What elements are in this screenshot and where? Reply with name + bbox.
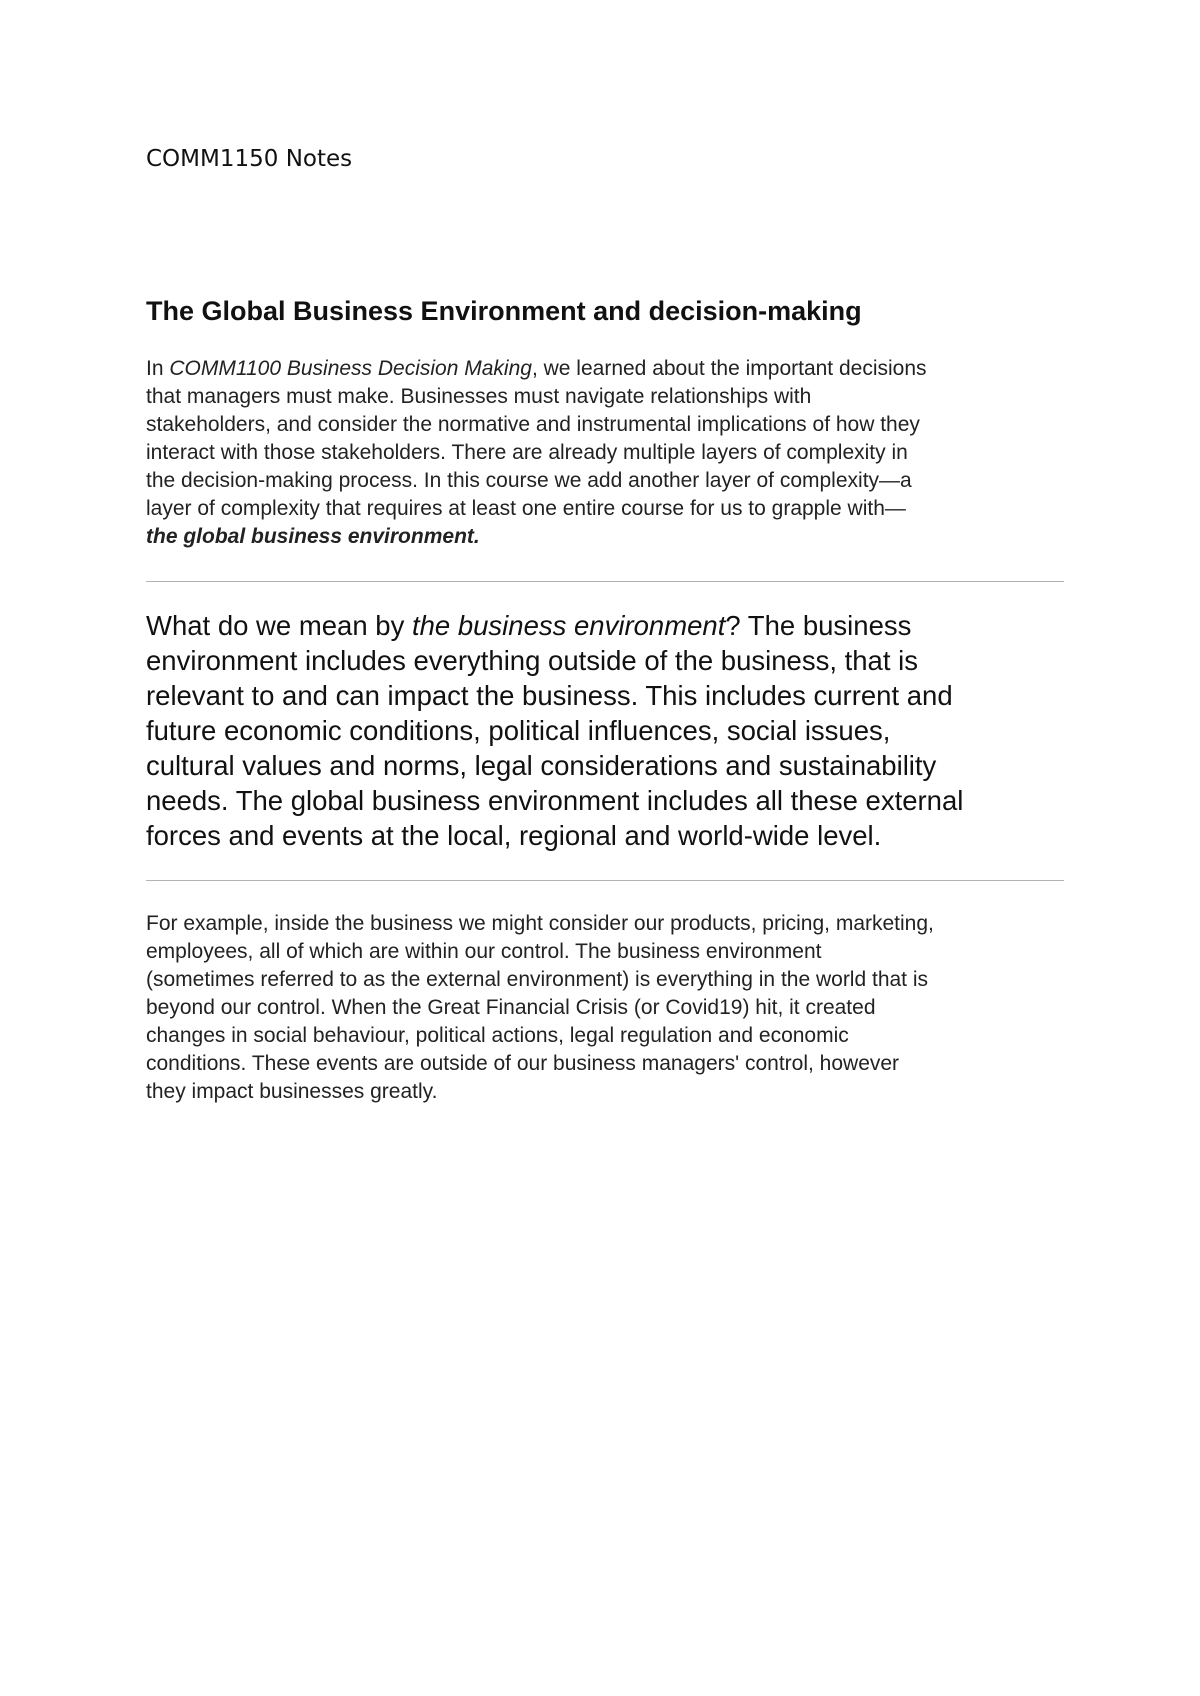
intro-line: stakeholders, and consider the normative and instrumental implications of how they (146, 413, 920, 436)
emphasis-phrase: the global business environment. (146, 525, 480, 548)
callout-line (146, 608, 1076, 643)
callout-line: environment includes everything outside of the business, that is (146, 645, 918, 676)
callout-line: relevant to and can impact the business. This includes current and (146, 680, 953, 711)
example-line: employees, all of which are within our control. The business environment (146, 940, 822, 963)
example-line: (sometimes referred to as the external environment) is everything in the world that is (146, 968, 929, 991)
intro-line: the decision-making process. In this course we add another layer of complexity—a (146, 469, 912, 492)
example-line: changes in social behaviour, political actions, legal regulation and economic (146, 1024, 849, 1047)
callout-line: cultural values and norms, legal considerations and sustainability (146, 750, 937, 781)
example-line: conditions. These events are outside of our business managers' control, however (146, 1052, 900, 1075)
intro-line (146, 355, 1066, 383)
divider-top (146, 581, 1064, 582)
example-paragraph (146, 910, 1076, 1106)
example-line: For example, inside the business we might consider our products, pricing, marketing, (146, 912, 934, 935)
callout-line: future economic conditions, political influences, social issues, (146, 715, 891, 746)
intro-line: interact with those stakeholders. There are already multiple layers of complexity in (146, 441, 908, 464)
course-name: COMM1100 Business Decision Making (169, 357, 532, 380)
callout-text: What do we mean by (146, 610, 412, 641)
definition-callout (146, 608, 1076, 853)
intro-text: In (146, 357, 170, 380)
example-line: they impact businesses greatly. (146, 1080, 438, 1103)
callout-line: needs. The global business environment includes all these external (146, 785, 964, 816)
intro-text: , we learned about the important decisions (531, 357, 927, 380)
divider-bottom (146, 880, 1064, 881)
intro-line (146, 523, 1066, 551)
document-header: COMM1150 Notes (146, 146, 353, 172)
defined-term: the business environment (411, 610, 726, 641)
callout-line: forces and events at the local, regional and world-wide level. (146, 820, 882, 851)
intro-line: that managers must make. Businesses must navigate relationships with (146, 385, 812, 408)
callout-text: ? The business (725, 610, 912, 641)
intro-paragraph (146, 355, 1066, 551)
example-line: beyond our control. When the Great Financial Crisis (or Covid19) hit, it created (146, 996, 876, 1019)
intro-line: layer of complexity that requires at least one entire course for us to grapple with— (146, 497, 906, 520)
section-title: The Global Business Environment and decision-making (146, 296, 862, 326)
